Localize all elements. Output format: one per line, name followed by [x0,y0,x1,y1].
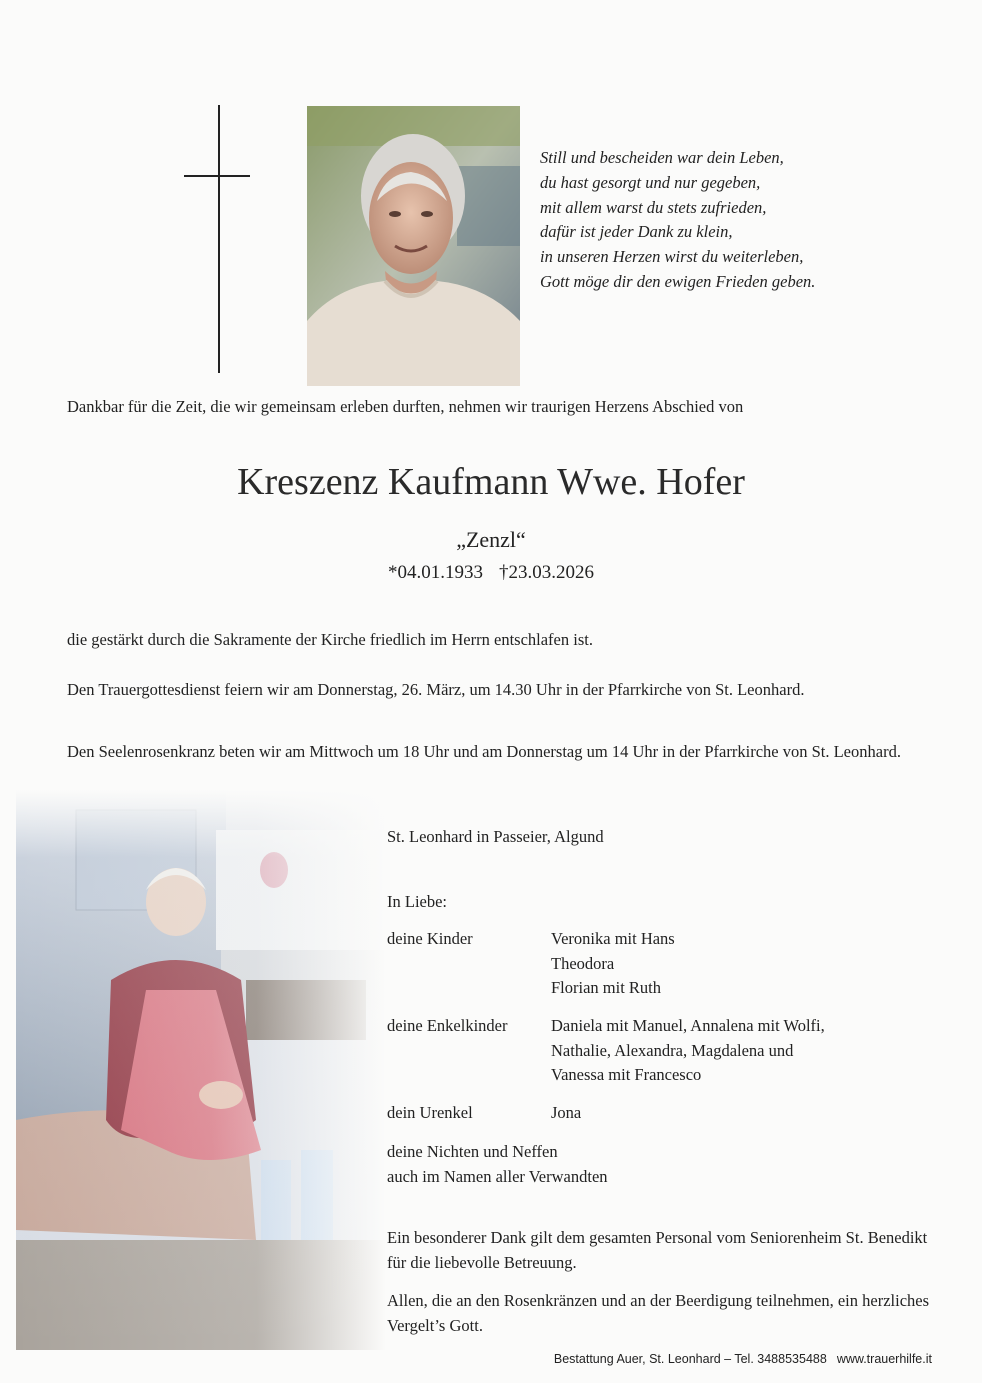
family-name: Vanessa mit Francesco [551,1065,702,1084]
family-name: Daniela mit Manuel, Annalena mit Wolfi, [551,1016,825,1035]
life-dates [0,562,982,584]
seated-photo [16,790,386,1350]
relatives-line: deine Nichten und Neffen [387,1142,558,1161]
grandchildren-names [551,1014,825,1088]
cross-icon [218,105,220,373]
poem-line: Still und bescheiden war dein Leben, [540,148,784,167]
poem-line: mit allem warst du stets zufrieden, [540,197,767,217]
rosary-text: Den Seelenrosenkranz beten wir am Mittwoch um 18 Uhr und am Donnerstag um 14 Uhr in der Pfarrkirche von St. Leonhard. [67,742,901,761]
nickname: „Zenzl“ [456,527,526,552]
greatgrand-names [551,1101,581,1126]
intro-text: Dankbar für die Zeit, die wir gemeinsam erleben durften, nehmen wir traurigen Herzens Abschied von [67,397,744,416]
cross-icon-bar [184,175,250,177]
family-name: Florian mit Ruth [551,978,662,997]
footer-company: Bestattung Auer, St. Leonhard – Tel. 3488535488 [553,1352,827,1366]
poem-line: dafür ist jeder Dank zu klein, [540,222,733,242]
footer [544,1352,932,1366]
funeral-text: Den Trauergottesdienst feiern wir am Donnerstag, 26. März, um 14.30 Uhr in der Pfarrkirche von St. Leonhard. [67,680,805,699]
footer-url: www.trauerhilfe.it [836,1352,932,1366]
portrait-photo [307,106,520,386]
grandchildren-label: deine Enkelkinder [387,1016,508,1035]
in-love-text: In Liebe: [387,892,448,911]
death-date: †23.03.2026 [499,562,594,583]
birth-date: *04.01.1933 [388,562,483,583]
family-name: Theodora [551,953,615,973]
poem [540,146,940,295]
sacrament-text: die gestärkt durch die Sakramente der Kirche friedlich im Herrn entschlafen ist. [67,630,593,649]
greatgrand-label: dein Urenkel [387,1103,473,1122]
children-label: deine Kinder [387,929,473,948]
poem-line: in unseren Herzen wirst du weiterleben, [540,247,804,267]
poem-line: Gott möge dir den ewigen Frieden geben. [540,271,816,291]
poem-line: du hast gesorgt und nur gegeben, [540,172,761,192]
family-name: Jona [551,1103,582,1122]
family-name: Nathalie, Alexandra, Magdalena und [551,1040,794,1060]
thanks-staff: Ein besonderer Dank gilt dem gesamten Personal vom Seniorenheim St. Benedikt für die liebevolle Betreuung. [387,1228,928,1272]
family-name: Veronika mit Hans [551,929,675,948]
children-names [551,927,675,1001]
deceased-name: Kreszenz Kaufmann Wwe. Hofer [237,461,745,503]
relatives-text [387,1140,608,1189]
thanks-all: Allen, die an den Rosenkränzen und an der Beerdigung teilnehmen, ein herzliches Vergelt’s Gott. [387,1291,930,1335]
place-text: St. Leonhard in Passeier, Algund [387,827,604,846]
relatives-line: auch im Namen aller Verwandten [387,1166,608,1186]
